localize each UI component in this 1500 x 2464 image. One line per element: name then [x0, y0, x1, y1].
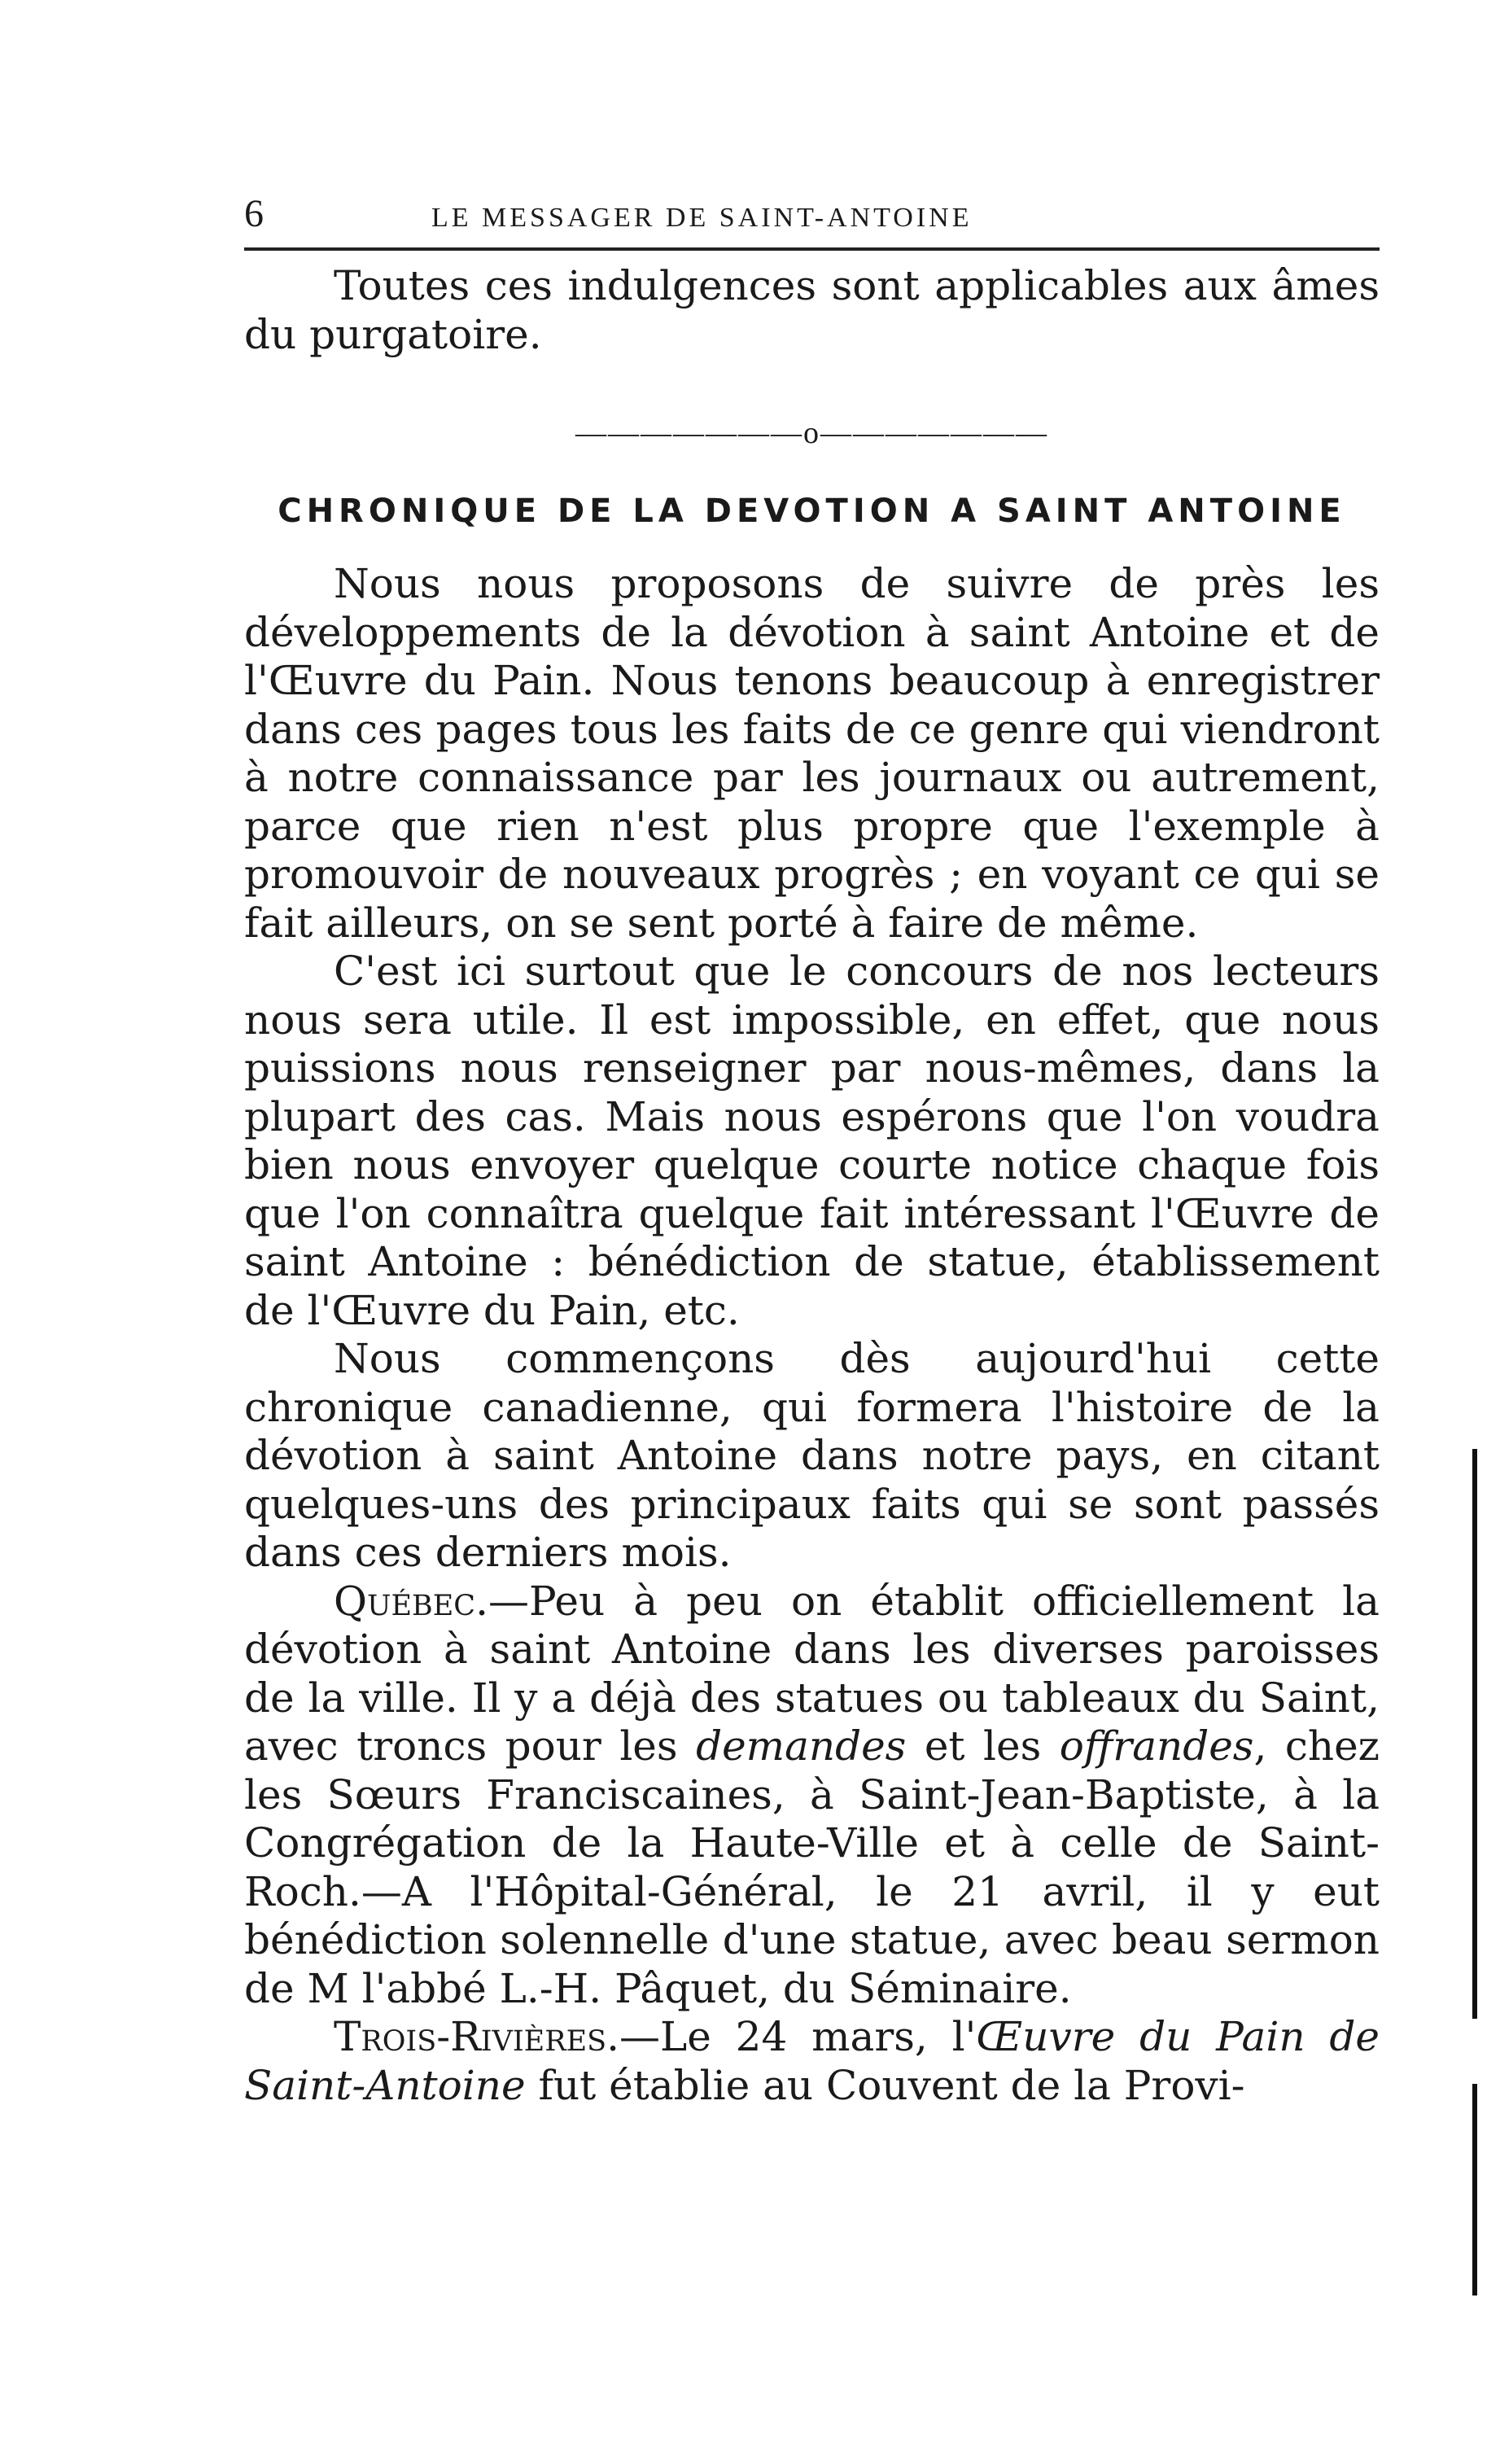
scan-edge-mark [1472, 1449, 1477, 2019]
quebec-text-3: , chez les Sœurs Franciscaines, à Saint-Jean-Baptiste, à la Congrégation de la Haute-Ville et à celle de Saint-Roch.—A l'Hôpital-Général, le 21 avril, il y eut bénédiction solennelle d'une statue, avec beau sermon de M l'abbé L.-H. Pâquet, du Séminaire. [244, 1722, 1380, 2012]
section-separator: ———————o——————— [575, 416, 1048, 450]
paragraph-quebec [244, 1578, 1380, 2014]
paragraph-intro: Nous nous proposons de suivre de près les développements de la dévotion à saint Antoine et de l'Œuvre du Pain. Nous tenons beaucoup à enregistrer dans ces pages tous les faits de ce genre qui viendront à notre connaissance par les journaux ou autrement, parce que rien n'est plus propre que l'exemple à promouvoir de nouveaux progrès ; en voyant ce qui se fait ailleurs, on se sent porté à faire de même. [244, 560, 1380, 947]
body-text [244, 262, 1380, 2110]
quebec-text-1: —Peu à peu on établit officiellement la dévotion à saint Antoine dans les diverses paroisses de la ville. Il y a déjà des statues ou tableaux du Saint, avec troncs pour les [244, 1577, 1380, 1770]
running-title: LE MESSAGER DE SAINT-ANTOINE [431, 203, 973, 233]
paragraph-indulgences: Toutes ces indulgences sont applicables aux âmes du purgatoire. [244, 262, 1380, 358]
page-header [244, 191, 1380, 251]
place-trois-rivieres: Trois-Rivières. [334, 2013, 619, 2060]
place-quebec: Québec. [334, 1577, 488, 1625]
trois-rivieres-italic: Œuvre du Pain de Saint-Antoine [244, 2013, 1380, 2109]
paragraph-chronicle: Nous commençons dès aujourd'hui cette chronique canadienne, qui formera l'histoire de la dévotion à saint Antoine dans notre pays, en citant quelques-uns des principaux faits qui se sont passés dans ces derniers mois. [244, 1335, 1380, 1576]
quebec-italic-demandes: demandes [696, 1722, 907, 1770]
paragraph-readers: C'est ici surtout que le concours de nos lecteurs nous sera utile. Il est impossible, en effet, que nous puissions nous renseigner par nous-mêmes, dans la plupart des cas. Mais nous espérons que l'on voudra bien nous envoyer quelque courte notice chaque fois que l'on connaîtra quelque fait intéressant l'Œuvre de saint Antoine : bénédiction de statue, établissement de l'Œuvre du Pain, etc. [244, 948, 1380, 1334]
page-number: 6 [244, 192, 264, 235]
section-heading: CHRONIQUE DE LA DEVOTION A SAINT ANTOINE [278, 492, 1346, 530]
trois-rivieres-text-1: —Le 24 mars, l' [619, 2013, 977, 2060]
paragraph-trois-rivieres [244, 2013, 1380, 2110]
quebec-italic-offrandes: offrandes [1059, 1722, 1254, 1770]
trois-rivieres-text-2: fut établie au Couvent de la Provi- [525, 2061, 1245, 2109]
quebec-text-2: et les [906, 1722, 1060, 1770]
scan-edge-mark [1472, 2084, 1477, 2296]
document-page [244, 191, 1380, 2110]
